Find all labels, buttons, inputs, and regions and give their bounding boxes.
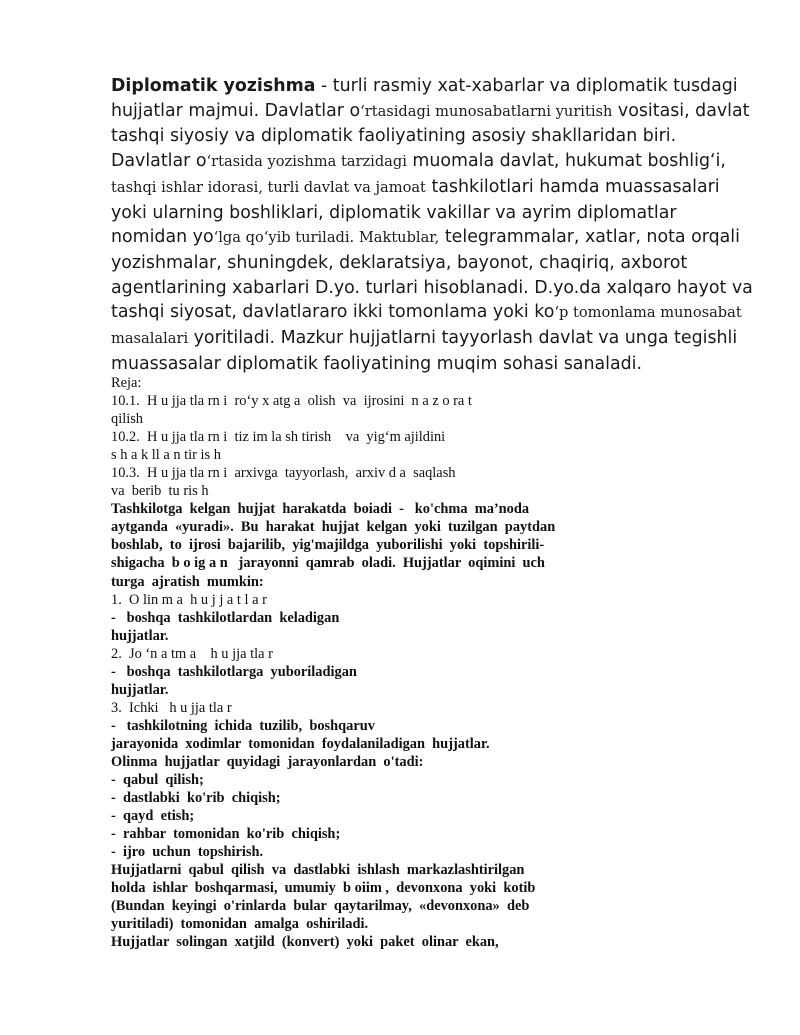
intro-text-segment: Davlatlar o bbox=[111, 151, 207, 172]
body-line: - boshqa tashkilotlardan keladigan bbox=[111, 609, 340, 626]
body-line: 3. Ichki h u jja tla r bbox=[111, 699, 232, 716]
body-line: hujjatlar. bbox=[111, 627, 169, 644]
intro-text-segment: yozishmalar, shuningdek, deklaratsiya, bayonot, chaqiriq, axborot bbox=[111, 252, 688, 273]
body-line: 2. Jo ‘n a tm a h u jja tla r bbox=[111, 645, 273, 662]
intro-text-segment: yoritiladi. Mazkur hujjatlarni tayyorlash davlat va unga tegishli bbox=[188, 328, 738, 349]
intro-line bbox=[111, 352, 751, 377]
intro-text-segment: telegrammalar, xatlar, nota orqali bbox=[439, 227, 740, 248]
intro-paragraph bbox=[111, 74, 751, 376]
body-line: Hujjatlarni qabul qilish va dastlabki ishlash markazlashtirilgan bbox=[111, 862, 525, 879]
intro-line bbox=[111, 99, 751, 125]
intro-line bbox=[111, 300, 751, 326]
body-line: - ijro uchun topshirish. bbox=[111, 844, 264, 861]
body-line: qilish bbox=[111, 411, 143, 428]
body-line: hujjatlar. bbox=[111, 681, 169, 698]
body-line: - qayd etish; bbox=[111, 808, 195, 825]
intro-text-segment: agentlarining xabarlari D.yo. turlari hisoblanadi. D.yo.da xalqaro hayot va bbox=[111, 277, 753, 298]
intro-line bbox=[111, 201, 751, 226]
intro-text-segment: ‘rtasida yozishma tarzidagi bbox=[206, 153, 407, 171]
intro-line bbox=[111, 251, 751, 276]
intro-text-segment: - turli rasmiy xat-xabarlar va diplomatik tusdagi bbox=[315, 76, 738, 96]
body-line: - dastlabki ko'rib chiqish; bbox=[111, 790, 281, 807]
body-line: boshlab, to ijrosi bajarilib, yig'majildga yuborilishi yoki topshirili- bbox=[111, 537, 545, 554]
intro-text-segment: tashqi siyosiy va diplomatik faoliyatining asosiy shakllaridan biri. bbox=[111, 126, 677, 147]
body-line: - qabul qilish; bbox=[111, 772, 204, 789]
body-line: - tashkilotning ichida tuzilib, boshqaruv bbox=[111, 717, 375, 734]
body-line: yuritiladi) tomonidan amalga oshiriladi. bbox=[111, 916, 369, 933]
intro-line bbox=[111, 175, 751, 201]
body-line: holda ishlar boshqarmasi, umumiy b oiim , devonxona yoki kotib bbox=[111, 880, 536, 897]
intro-line bbox=[111, 124, 751, 149]
intro-text-segment: ‘lga qo‘yib turiladi. Maktublar, bbox=[213, 229, 440, 247]
intro-text-segment: ‘p tomonlama munosabat bbox=[554, 304, 742, 322]
body-line: s h a k ll a n tir is h bbox=[111, 447, 221, 464]
body-line: va berib tu ris h bbox=[111, 483, 209, 500]
body-text bbox=[111, 374, 751, 952]
intro-line bbox=[111, 149, 751, 175]
body-line: Hujjatlar solingan xatjild (konvert) yoki paket olinar ekan, bbox=[111, 934, 499, 951]
term-heading: Diplomatik yozishma bbox=[111, 76, 316, 96]
intro-line bbox=[111, 326, 751, 352]
body-line: Olinma hujjatlar quyidagi jarayonlardan o'tadi: bbox=[111, 753, 424, 770]
intro-text-segment: yoki ularning boshliklari, diplomatik vakillar va ayrim diplomatlar bbox=[111, 202, 677, 223]
intro-text-segment: muassasalar diplomatik faoliyatining muqim sohasi sanaladi. bbox=[111, 353, 643, 374]
intro-text-segment: tashkilotlari hamda muassasalari bbox=[425, 176, 720, 197]
intro-line bbox=[111, 74, 751, 99]
body-line: Reja: bbox=[111, 375, 142, 391]
body-line: aytganda «yuradi». Bu harakat hujjat kelgan yoki tuzilgan paytdan bbox=[111, 519, 556, 536]
intro-text-segment: hujjatlar majmui. Davlatlar o bbox=[111, 100, 361, 121]
intro-text-segment: muomala davlat, hukumat boshlig‘i, bbox=[406, 151, 726, 172]
body-line: 1. O lin m a h u j j a t l a r bbox=[111, 591, 267, 608]
body-line: turga ajratish mumkin: bbox=[111, 573, 264, 590]
intro-line bbox=[111, 276, 751, 301]
intro-text-segment: tashqi ishlar idorasi, turli davlat va jamoat bbox=[111, 178, 426, 196]
intro-text-segment: masalalari bbox=[111, 330, 189, 348]
body-line: - boshqa tashkilotlarga yuboriladigan bbox=[111, 663, 357, 680]
body-line: jarayonida xodimlar tomonidan foydalaniladigan hujjatlar. bbox=[111, 735, 490, 752]
intro-text-segment: tashqi siyosat, davlatlararo ikki tomonlama yoki ko bbox=[111, 302, 555, 323]
body-line: 10.3. H u jja tla rn i arxivga tayyorlash, arxiv d a saqlash bbox=[111, 465, 456, 482]
body-line: shigacha b o ig a n jarayonni qamrab oladi. Hujjatlar oqimini uch bbox=[111, 555, 545, 572]
body-line: 10.2. H u jja tla rn i tiz im la sh tirish va yig‘m ajildini bbox=[111, 429, 446, 446]
body-line: Tashkilotga kelgan hujjat harakatda boiadi - ko'chma ma’noda bbox=[111, 501, 530, 518]
intro-line bbox=[111, 225, 751, 251]
intro-text-segment: ‘rtasidagi munosabatlarni yuritish bbox=[360, 102, 613, 120]
body-line: - rahbar tomonidan ko'rib chiqish; bbox=[111, 826, 341, 843]
body-line: 10.1. H u jja tla rn i ro‘y x atg a olish va ijrosini n a z o ra t bbox=[111, 393, 472, 410]
intro-text-segment: nomidan yo bbox=[111, 227, 214, 248]
intro-text-segment: vositasi, davlat bbox=[612, 100, 750, 121]
body-line: (Bundan keyingi o'rinlarda bular qaytarilmay, «devonxona» deb bbox=[111, 898, 530, 915]
